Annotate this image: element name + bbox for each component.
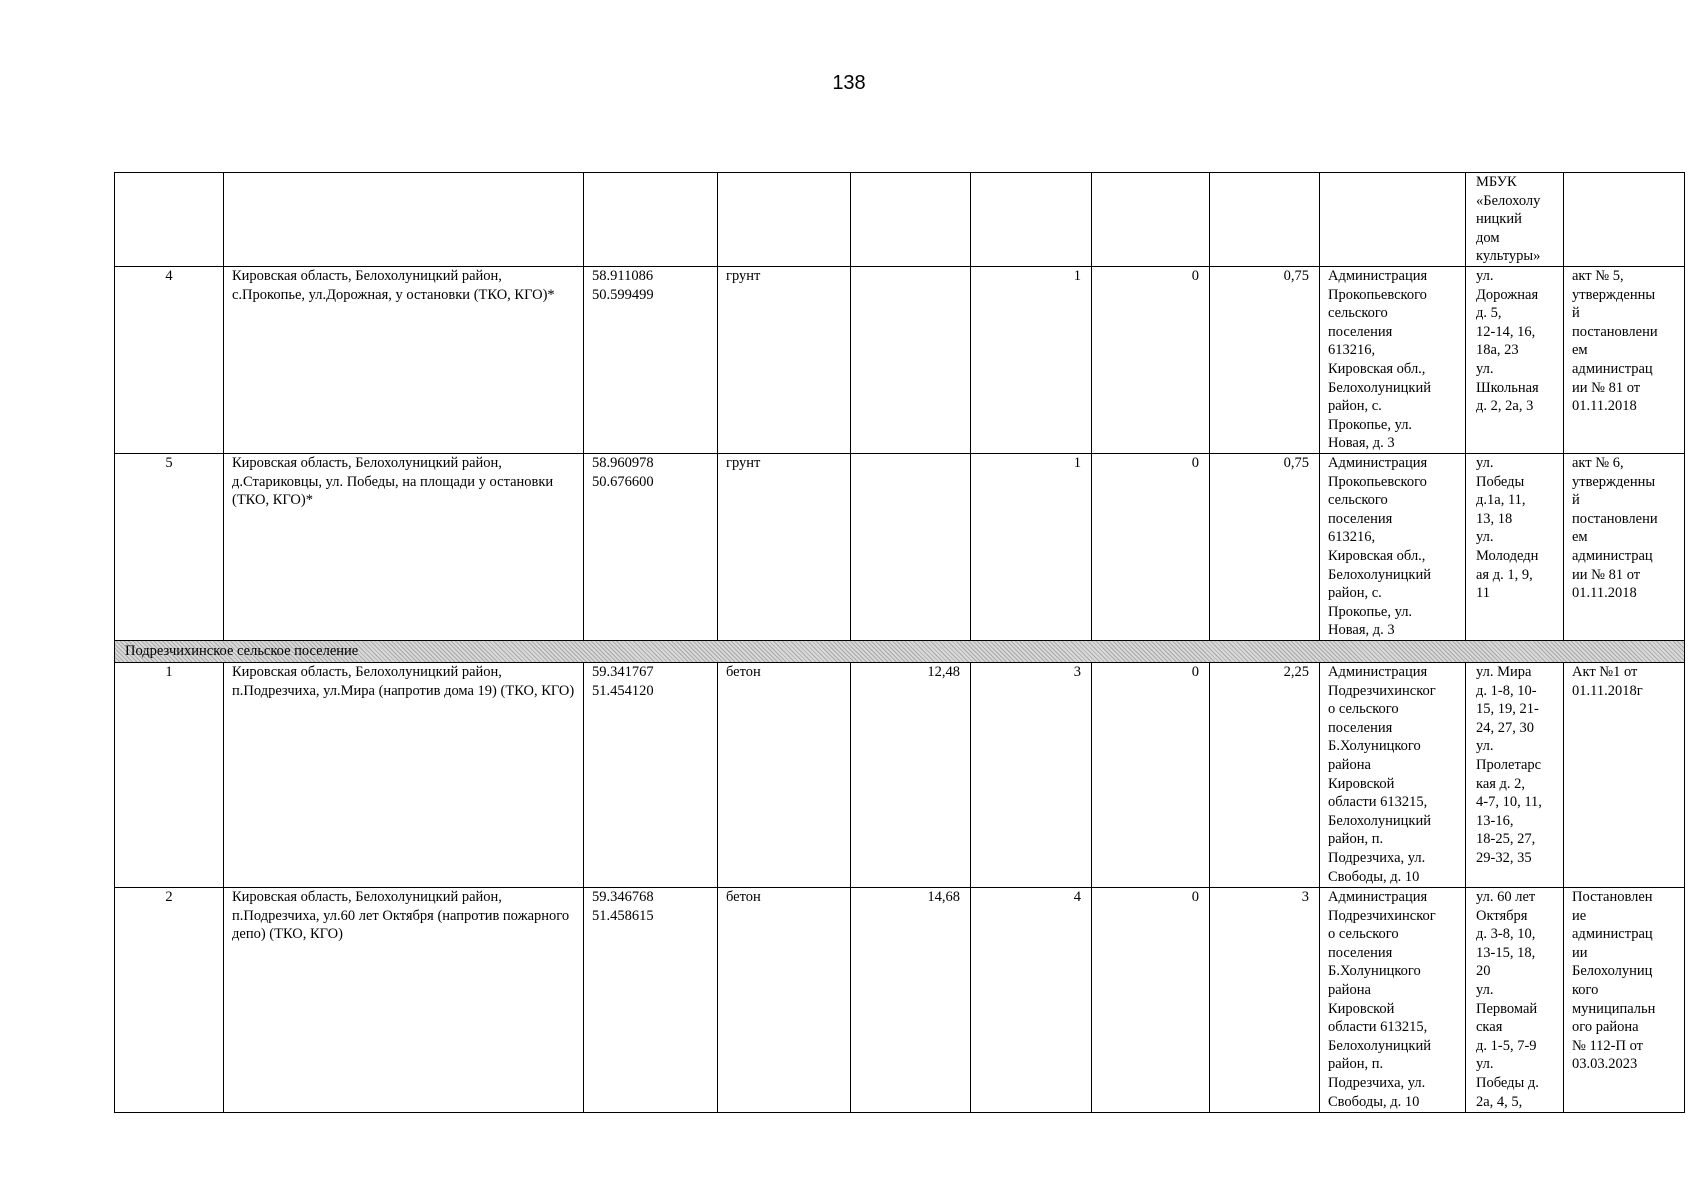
cell-no: 4 bbox=[115, 267, 224, 454]
section-title: Подрезчихинское сельское поселение bbox=[115, 641, 1685, 663]
page-number: 138 bbox=[832, 72, 866, 94]
cell-count bbox=[971, 173, 1092, 267]
cell-owner: Администрация Подрезчихинског о сельского поселения Б.Холуницкого района Кировской области 613215, Белохолуницкий район, п. Подрезчиха, ул. Свободы, д. 10 bbox=[1320, 663, 1466, 888]
cell-no: 5 bbox=[115, 454, 224, 641]
cell-surface: грунт bbox=[718, 267, 851, 454]
cell-volume: 2,25 bbox=[1210, 663, 1320, 888]
cell-sources: МБУК «Белохолу ницкий дом культуры» bbox=[1466, 173, 1564, 267]
cell-address: Кировская область, Белохолуницкий район, д.Стариковцы, ул. Победы, на площади у остановки (ТКО, КГО)* bbox=[224, 454, 584, 641]
cell-count: 3 bbox=[971, 663, 1092, 888]
cell-act: Постановлен ие администрац ии Белохолуниц кого муниципальн ого района № 112-П от 03.03.2023 bbox=[1564, 888, 1685, 1113]
cell-coords: 59.341767 51.454120 bbox=[584, 663, 718, 888]
section-header-row bbox=[115, 641, 1685, 663]
cell-coords: 58.960978 50.676600 bbox=[584, 454, 718, 641]
cell-address: Кировская область, Белохолуницкий район, п.Подрезчиха, ул.60 лет Октября (напротив пожарного депо) (ТКО, КГО) bbox=[224, 888, 584, 1113]
cell-coords bbox=[584, 173, 718, 267]
cell-volume bbox=[1210, 173, 1320, 267]
cell-area bbox=[851, 454, 971, 641]
cell-coords: 58.911086 50.599499 bbox=[584, 267, 718, 454]
cell-no bbox=[115, 173, 224, 267]
cell-owner bbox=[1320, 173, 1466, 267]
table-row bbox=[115, 888, 1685, 1113]
cell-address: Кировская область, Белохолуницкий район, п.Подрезчиха, ул.Мира (напротив дома 19) (ТКО, КГО) bbox=[224, 663, 584, 888]
cell-area: 14,68 bbox=[851, 888, 971, 1113]
table-row bbox=[115, 663, 1685, 888]
table-row bbox=[115, 267, 1685, 454]
table-row bbox=[115, 454, 1685, 641]
cell-volume: 0,75 bbox=[1210, 454, 1320, 641]
cell-count: 1 bbox=[971, 454, 1092, 641]
cell-act: акт № 6, утвержденны й постановлени ем администрац ии № 81 от 01.11.2018 bbox=[1564, 454, 1685, 641]
cell-act bbox=[1564, 173, 1685, 267]
cell-sources: ул. Победы д.1а, 11, 13, 18 ул. Молодедн ая д. 1, 9, 11 bbox=[1466, 454, 1564, 641]
cell-planned: 0 bbox=[1092, 267, 1210, 454]
cell-count: 4 bbox=[971, 888, 1092, 1113]
cell-act: акт № 5, утвержденны й постановлени ем администрац ии № 81 от 01.11.2018 bbox=[1564, 267, 1685, 454]
cell-volume: 3 bbox=[1210, 888, 1320, 1113]
cell-no: 2 bbox=[115, 888, 224, 1113]
cell-sources: ул. Дорожная д. 5, 12-14, 16, 18а, 23 ул. Школьная д. 2, 2а, 3 bbox=[1466, 267, 1564, 454]
cell-planned bbox=[1092, 173, 1210, 267]
cell-surface: бетон bbox=[718, 888, 851, 1113]
cell-planned: 0 bbox=[1092, 663, 1210, 888]
cell-act: Акт №1 от 01.11.2018г bbox=[1564, 663, 1685, 888]
cell-surface bbox=[718, 173, 851, 267]
cell-no: 1 bbox=[115, 663, 224, 888]
cell-area bbox=[851, 267, 971, 454]
cell-surface: грунт bbox=[718, 454, 851, 641]
cell-volume: 0,75 bbox=[1210, 267, 1320, 454]
waste-sites-table bbox=[114, 172, 1685, 1113]
cell-planned: 0 bbox=[1092, 454, 1210, 641]
cell-owner: Администрация Прокопьевского сельского поселения 613216, Кировская обл., Белохолуницкий район, с. Прокопье, ул. Новая, д. 3 bbox=[1320, 267, 1466, 454]
cell-address: Кировская область, Белохолуницкий район, с.Прокопье, ул.Дорожная, у остановки (ТКО, КГО)* bbox=[224, 267, 584, 454]
cell-count: 1 bbox=[971, 267, 1092, 454]
continued-row bbox=[115, 173, 1685, 267]
cell-owner: Администрация Подрезчихинског о сельского поселения Б.Холуницкого района Кировской области 613215, Белохолуницкий район, п. Подрезчиха, ул. Свободы, д. 10 bbox=[1320, 888, 1466, 1113]
cell-sources: ул. 60 лет Октября д. 3-8, 10, 13-15, 18, 20 ул. Первомай ская д. 1-5, 7-9 ул. Победы д. 2а, 4, 5, bbox=[1466, 888, 1564, 1113]
cell-planned: 0 bbox=[1092, 888, 1210, 1113]
cell-address bbox=[224, 173, 584, 267]
cell-area bbox=[851, 173, 971, 267]
cell-surface: бетон bbox=[718, 663, 851, 888]
cell-owner: Администрация Прокопьевского сельского поселения 613216, Кировская обл., Белохолуницкий район, с. Прокопье, ул. Новая, д. 3 bbox=[1320, 454, 1466, 641]
cell-sources: ул. Мира д. 1-8, 10- 15, 19, 21- 24, 27, 30 ул. Пролетарс кая д. 2, 4-7, 10, 11, 13-16, 18-25, 27, 29-32, 35 bbox=[1466, 663, 1564, 888]
cell-coords: 59.346768 51.458615 bbox=[584, 888, 718, 1113]
cell-area: 12,48 bbox=[851, 663, 971, 888]
